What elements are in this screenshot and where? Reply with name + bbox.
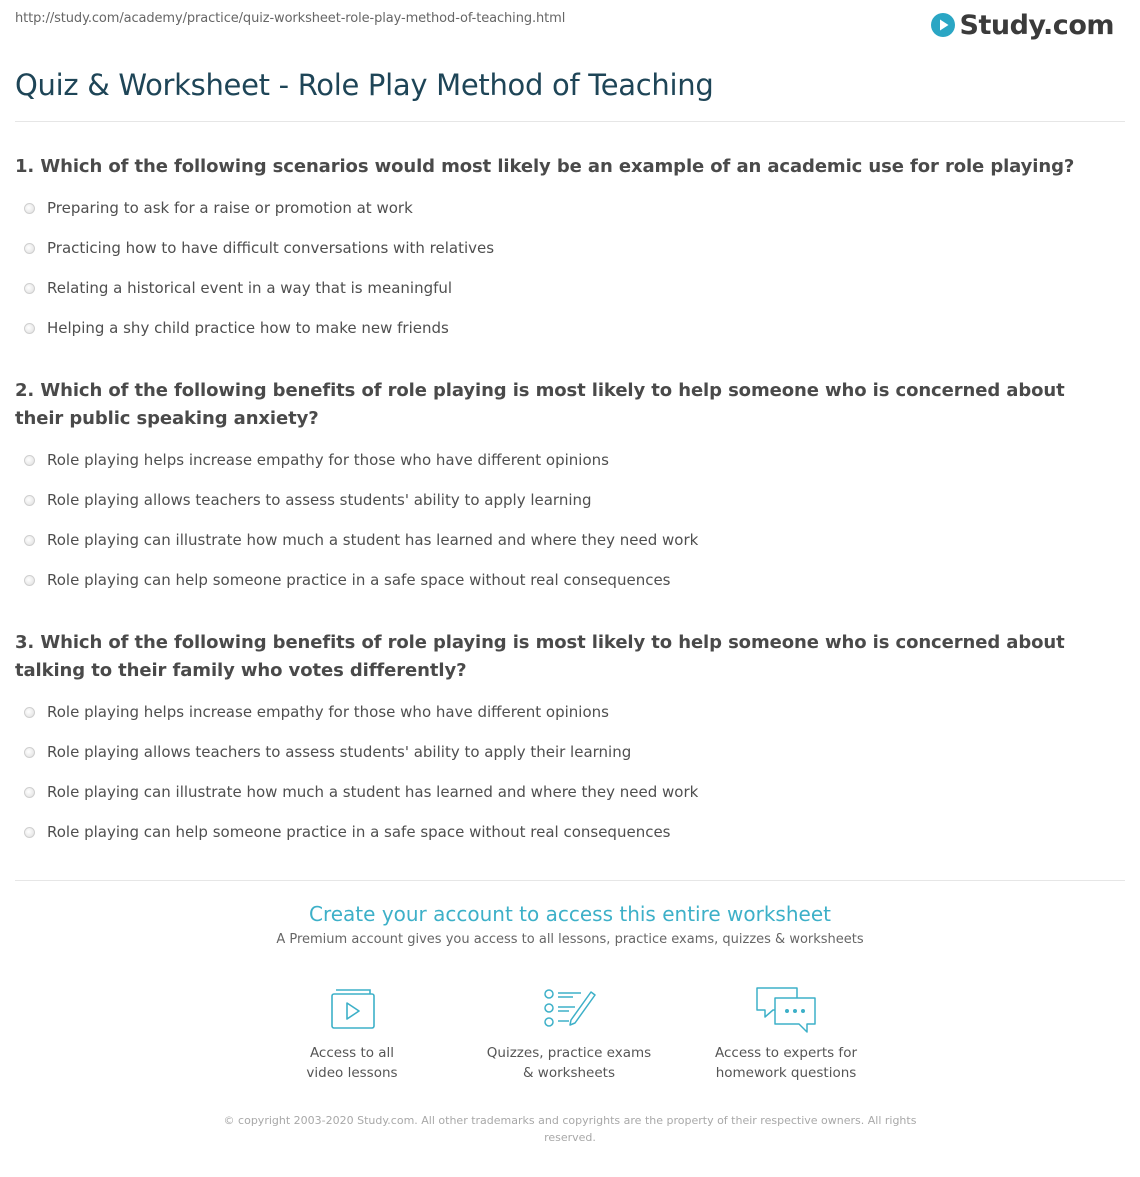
option-label: Preparing to ask for a raise or promotion at work (47, 199, 413, 217)
study-logo[interactable] (930, 8, 1114, 42)
answer-options (15, 440, 1115, 600)
feature-label-line2: & worksheets (522, 1065, 615, 1081)
feature-experts (696, 986, 876, 1083)
option-label: Role playing allows teachers to assess students' ability to apply learning (47, 491, 592, 509)
answer-option[interactable] (15, 732, 1115, 772)
question-number: 2. (15, 380, 35, 401)
feature-video-lessons (262, 986, 442, 1083)
feature-list (0, 986, 1140, 1086)
answer-options (15, 188, 1115, 348)
play-icon (930, 12, 956, 38)
question-body: Which of the following benefits of role playing is most likely to help someone who is concerned about their public speaking anxiety? (15, 380, 1065, 429)
feature-quizzes (479, 986, 659, 1083)
answer-option[interactable] (15, 520, 1115, 560)
answer-option[interactable] (15, 308, 1115, 348)
radio-button[interactable] (24, 283, 35, 294)
radio-button[interactable] (24, 495, 35, 506)
option-label: Helping a shy child practice how to make new friends (47, 319, 449, 337)
question-number: 1. (15, 156, 35, 177)
feature-label-line1: Access to all (309, 1045, 395, 1061)
answer-option[interactable] (15, 480, 1115, 520)
question-3 (15, 629, 1115, 852)
radio-button[interactable] (24, 455, 35, 466)
question-body: Which of the following scenarios would most likely be an example of an academic use for role playing? (40, 156, 1075, 177)
radio-button[interactable] (24, 707, 35, 718)
question-text (15, 629, 1115, 685)
answer-option[interactable] (15, 268, 1115, 308)
copyright-footer: © copyright 2003-2020 Study.com. All other trademarks and copyrights are the property of their respective owners. All rights reserved. (223, 1114, 917, 1144)
quiz-checklist-icon (539, 986, 599, 1030)
answer-option[interactable] (15, 772, 1115, 812)
option-label: Role playing can help someone practice in a safe space without real consequences (47, 823, 671, 841)
question-body: Which of the following benefits of role playing is most likely to help someone who is concerned about talking to their family who votes differently? (15, 632, 1065, 681)
option-label: Role playing can illustrate how much a student has learned and where they need work (47, 531, 699, 549)
question-2 (15, 377, 1115, 600)
page-title: Quiz & Worksheet - Role Play Method of Teaching (15, 68, 714, 102)
divider (15, 121, 1125, 122)
option-label: Practicing how to have difficult conversations with relatives (47, 239, 495, 257)
answer-option[interactable] (15, 440, 1115, 480)
answer-option[interactable] (15, 812, 1115, 852)
radio-button[interactable] (24, 243, 35, 254)
cta-title-link[interactable]: Create your account to access this entire worksheet (309, 902, 831, 926)
question-text (15, 377, 1115, 433)
radio-button[interactable] (24, 203, 35, 214)
cta-subtitle: A Premium account gives you access to all lessons, practice exams, quizzes & worksheets (276, 932, 864, 947)
option-label: Relating a historical event in a way that is meaningful (47, 279, 453, 297)
option-label: Role playing allows teachers to assess students' ability to apply their learning (47, 743, 632, 761)
radio-button[interactable] (24, 575, 35, 586)
feature-label-line2: video lessons (306, 1065, 398, 1081)
radio-button[interactable] (24, 787, 35, 798)
feature-label-line1: Quizzes, practice exams (486, 1045, 652, 1061)
feature-label-line1: Access to experts for (714, 1045, 857, 1061)
signup-cta (0, 902, 1140, 947)
option-label: Role playing can illustrate how much a student has learned and where they need work (47, 783, 699, 801)
option-label: Role playing helps increase empathy for those who have different opinions (47, 451, 609, 469)
answer-option[interactable] (15, 188, 1115, 228)
video-lesson-icon (326, 986, 378, 1030)
option-label: Role playing helps increase empathy for those who have different opinions (47, 703, 609, 721)
radio-button[interactable] (24, 747, 35, 758)
answer-option[interactable] (15, 560, 1115, 600)
divider (15, 880, 1125, 881)
question-text (15, 153, 1115, 181)
answer-option[interactable] (15, 228, 1115, 268)
answer-options (15, 692, 1115, 852)
question-1 (15, 153, 1115, 348)
question-number: 3. (15, 632, 35, 653)
page-url: http://study.com/academy/practice/quiz-worksheet-role-play-method-of-teaching.html (15, 11, 566, 26)
option-label: Role playing can help someone practice in a safe space without real consequences (47, 571, 671, 589)
radio-button[interactable] (24, 827, 35, 838)
radio-button[interactable] (24, 323, 35, 334)
feature-label-line2: homework questions (715, 1065, 857, 1081)
radio-button[interactable] (24, 535, 35, 546)
chat-bubbles-icon (753, 986, 819, 1034)
logo-text: Study.com (959, 9, 1114, 41)
answer-option[interactable] (15, 692, 1115, 732)
